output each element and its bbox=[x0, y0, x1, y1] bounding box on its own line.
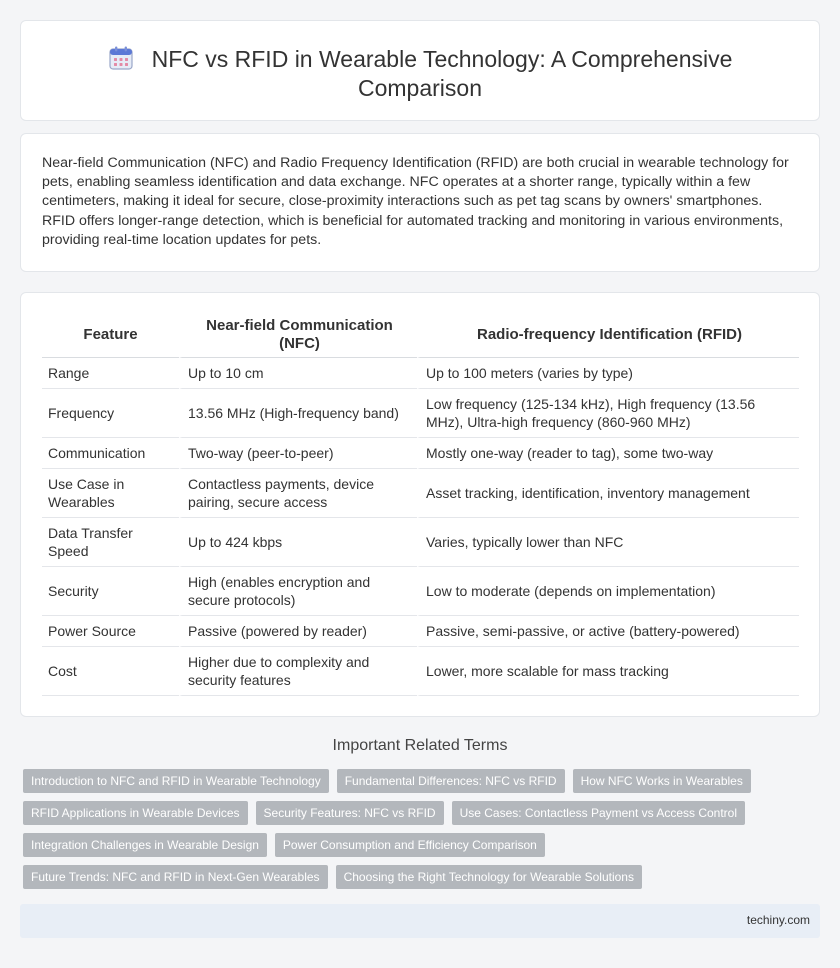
intro-card bbox=[20, 133, 820, 272]
cell-feature: Data Transfer Speed bbox=[42, 518, 179, 567]
table-row bbox=[42, 438, 799, 469]
header-nfc: Near-field Communication (NFC) bbox=[179, 313, 417, 358]
cell-nfc: High (enables encryption and secure protocols) bbox=[179, 567, 417, 616]
comparison-table bbox=[42, 313, 799, 696]
related-term-tag[interactable]: Introduction to NFC and RFID in Wearable Technology bbox=[23, 769, 329, 793]
cell-rfid: Lower, more scalable for mass tracking bbox=[417, 647, 799, 696]
cell-rfid: Varies, typically lower than NFC bbox=[417, 518, 799, 567]
cell-rfid: Low frequency (125-134 kHz), High frequency (13.56 MHz), Ultra-high frequency (860-960 MHz) bbox=[417, 389, 799, 438]
page-title-text: NFC vs RFID in Wearable Technology: A Comprehensive Comparison bbox=[151, 46, 733, 101]
related-term-tag[interactable]: Security Features: NFC vs RFID bbox=[256, 801, 444, 825]
cell-nfc: Two-way (peer-to-peer) bbox=[179, 438, 417, 469]
footer-site-link[interactable]: techiny.com bbox=[746, 913, 810, 927]
comparison-table-card bbox=[20, 292, 820, 717]
table-row bbox=[42, 389, 799, 438]
table-row bbox=[42, 469, 799, 518]
cell-nfc: Up to 10 cm bbox=[179, 358, 417, 389]
related-term-tag[interactable]: Future Trends: NFC and RFID in Next-Gen Wearables bbox=[23, 865, 328, 889]
related-term-tag[interactable]: Integration Challenges in Wearable Design bbox=[23, 833, 267, 857]
calendar-icon bbox=[108, 45, 134, 71]
page-title bbox=[21, 45, 819, 103]
cell-nfc: Higher due to complexity and security features bbox=[179, 647, 417, 696]
cell-feature: Communication bbox=[42, 438, 179, 469]
table-header-row bbox=[42, 313, 799, 358]
cell-feature: Power Source bbox=[42, 616, 179, 647]
cell-feature: Frequency bbox=[42, 389, 179, 438]
header-feature: Feature bbox=[42, 313, 179, 358]
related-term-tag[interactable]: RFID Applications in Wearable Devices bbox=[23, 801, 248, 825]
related-term-tag[interactable]: How NFC Works in Wearables bbox=[573, 769, 751, 793]
cell-feature: Use Case in Wearables bbox=[42, 469, 179, 518]
cell-rfid: Low to moderate (depends on implementation) bbox=[417, 567, 799, 616]
title-card bbox=[20, 20, 820, 121]
related-terms-heading: Important Related Terms bbox=[332, 737, 508, 754]
cell-rfid: Up to 100 meters (varies by type) bbox=[417, 358, 799, 389]
related-term-tag[interactable]: Power Consumption and Efficiency Comparison bbox=[275, 833, 545, 857]
cell-rfid: Passive, semi-passive, or active (battery-powered) bbox=[417, 616, 799, 647]
cell-nfc: Contactless payments, device pairing, secure access bbox=[179, 469, 417, 518]
cell-rfid: Mostly one-way (reader to tag), some two-way bbox=[417, 438, 799, 469]
table-row bbox=[42, 647, 799, 696]
cell-nfc: Passive (powered by reader) bbox=[179, 616, 417, 647]
header-rfid: Radio-frequency Identification (RFID) bbox=[417, 313, 799, 358]
cell-nfc: Up to 424 kbps bbox=[179, 518, 417, 567]
cell-feature: Cost bbox=[42, 647, 179, 696]
intro-paragraph: Near-field Communication (NFC) and Radio Frequency Identification (RFID) are both crucial in wearable technology for pets, enabling seamless identification and data exchange. NFC operates at a shorter range, typically within a few centimeters, making it ideal for secure, close-proximity interactions such as pet tag scans by owners' smartphones. RFID offers longer-range detection, which is beneficial for automated tracking and monitoring in various environments, providing real-time location updates for pets. bbox=[42, 155, 789, 248]
table-row bbox=[42, 518, 799, 567]
footer bbox=[20, 904, 820, 938]
related-term-tag[interactable]: Choosing the Right Technology for Wearable Solutions bbox=[336, 865, 642, 889]
cell-feature: Range bbox=[42, 358, 179, 389]
cell-rfid: Asset tracking, identification, inventory management bbox=[417, 469, 799, 518]
cell-feature: Security bbox=[42, 567, 179, 616]
related-term-tag[interactable]: Use Cases: Contactless Payment vs Access Control bbox=[452, 801, 745, 825]
related-term-tag[interactable]: Fundamental Differences: NFC vs RFID bbox=[337, 769, 565, 793]
table-row bbox=[42, 616, 799, 647]
related-terms-list bbox=[23, 769, 823, 897]
table-row bbox=[42, 358, 799, 389]
table-row bbox=[42, 567, 799, 616]
cell-nfc: 13.56 MHz (High-frequency band) bbox=[179, 389, 417, 438]
